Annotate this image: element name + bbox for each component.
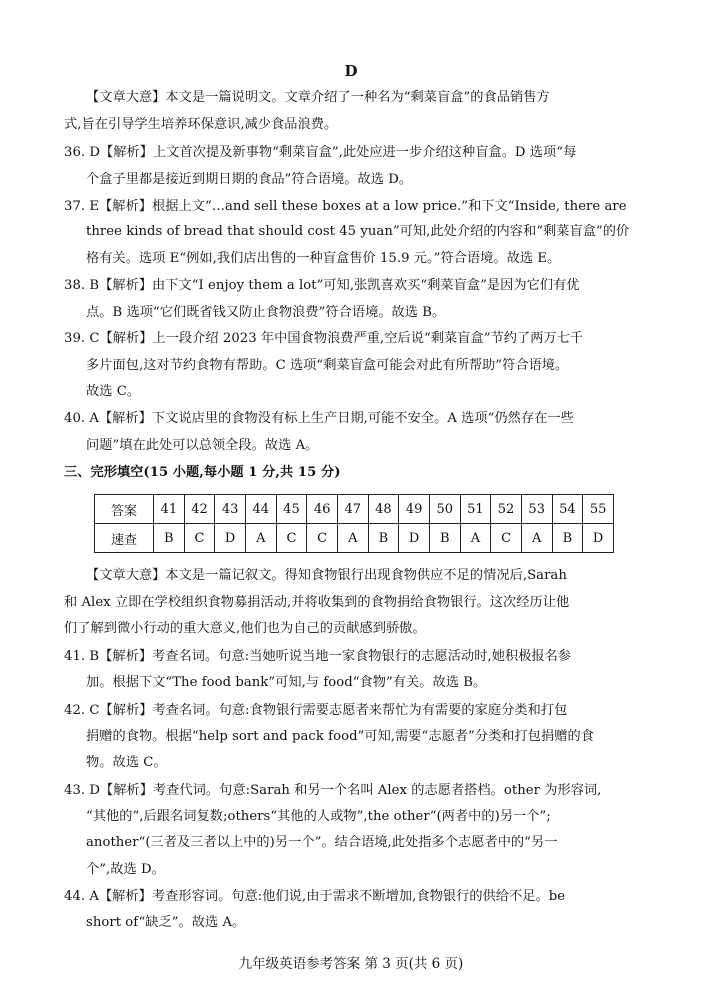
answer-letter: C bbox=[307, 524, 338, 553]
answer-letter: B bbox=[154, 524, 185, 553]
answer-explanation-37: three kinds of bread that should cost 45 yuan”可知,此处介绍的内容和“剩菜盲盒”的价 bbox=[86, 224, 630, 239]
question-number: 41 bbox=[154, 495, 185, 524]
passage-summary-line: 式,旨在引导学生培养环保意识,减少食品浪费。 bbox=[64, 117, 338, 132]
table-row-label: 速查 bbox=[95, 524, 154, 553]
answer-letter: D bbox=[399, 524, 430, 553]
answer-letter: B bbox=[368, 524, 399, 553]
answer-letter: A bbox=[337, 524, 368, 553]
answer-letter: D bbox=[583, 524, 614, 553]
passage-summary-line: 【文章大意】本文是一篇记叙文。得知食物银行出现食物供应不足的情况后,Sarah bbox=[86, 568, 567, 583]
answer-explanation-39: 故选 C。 bbox=[86, 384, 141, 399]
question-number: 49 bbox=[399, 495, 430, 524]
answer-explanation-36: 36. D【解析】上文首次提及新事物“剩菜盲盒”,此处应进一步介绍这种盲盒。D 选项“每 bbox=[64, 145, 577, 160]
answer-letter: C bbox=[276, 524, 307, 553]
question-number: 45 bbox=[276, 495, 307, 524]
passage-summary-line: 和 Alex 立即在学校组织食物募捐活动,并将收集到的食物捐给食物银行。这次经历让他 bbox=[64, 595, 570, 610]
answer-explanation-39: 多片面包,这对节约食物有帮助。C 选项“剩菜盲盒可能会对此有所帮助”符合语境。 bbox=[86, 358, 569, 373]
passage-summary-line: 【文章大意】本文是一篇说明文。文章介绍了一种名为“剩菜盲盒”的食品销售方 bbox=[86, 90, 550, 105]
answer-explanation-37: 格有关。选项 E“例如,我们店出售的一种盲盒售价 15.9 元。”符合语境。故选 E。 bbox=[86, 251, 561, 266]
question-number: 44 bbox=[245, 495, 276, 524]
answer-explanation-36: 个盒子里都是接近到期日期的食品”符合语境。故选 D。 bbox=[86, 172, 413, 187]
answer-explanation-38: 38. B【解析】由下文“I enjoy them a lot”可知,张凯喜欢买“剩菜盲盒”是因为它们有优 bbox=[64, 278, 580, 293]
page-footer: 九年级英语参考答案 第 3 页(共 6 页) bbox=[238, 956, 464, 972]
answer-explanation-42: 物。故选 C。 bbox=[86, 755, 167, 770]
question-number: 48 bbox=[368, 495, 399, 524]
section-title: 三、完形填空(15 小题,每小题 1 分,共 15 分) bbox=[64, 465, 341, 480]
answer-letter: A bbox=[521, 524, 552, 553]
answer-explanation-41: 加。根据下文“The food bank”可知,与 food“食物”有关。故选 B。 bbox=[86, 675, 487, 690]
passage-summary-line: 们了解到微小行动的重大意义,他们也为自己的贡献感到骄傲。 bbox=[64, 621, 426, 636]
question-number: 53 bbox=[521, 495, 552, 524]
answer-explanation-44: short of“缺乏”。故选 A。 bbox=[86, 915, 246, 930]
question-number: 51 bbox=[460, 495, 491, 524]
answer-explanation-41: 41. B【解析】考查名词。句意:当她听说当地一家食物银行的志愿活动时,她积极报名参 bbox=[64, 649, 572, 664]
answer-explanation-43: 个”,故选 D。 bbox=[86, 862, 165, 877]
table-row bbox=[95, 495, 614, 524]
question-number: 47 bbox=[337, 495, 368, 524]
answer-explanation-42: 捐赠的食物。根据“help sort and pack food”可知,需要“志愿者”分类和打包捐赠的食 bbox=[86, 729, 594, 744]
table-row bbox=[95, 524, 614, 553]
answer-explanation-42: 42. C【解析】考查名词。句意:食物银行需要志愿者来帮忙为有需要的家庭分类和打包 bbox=[64, 703, 568, 718]
answer-table bbox=[94, 494, 614, 553]
answer-explanation-37: 37. E【解析】根据上文“…and sell these boxes at a low price.”和下文“Inside, there are bbox=[64, 199, 627, 214]
answer-letter: B bbox=[429, 524, 460, 553]
answer-letter: A bbox=[460, 524, 491, 553]
answer-letter: C bbox=[184, 524, 215, 553]
passage-heading: D bbox=[344, 62, 358, 80]
question-number: 55 bbox=[583, 495, 614, 524]
answer-letter: A bbox=[245, 524, 276, 553]
answer-explanation-40: 问题”填在此处可以总领全段。故选 A。 bbox=[86, 438, 319, 453]
question-number: 54 bbox=[552, 495, 583, 524]
answer-explanation-44: 44. A【解析】考查形容词。句意:他们说,由于需求不断增加,食物银行的供给不足。be bbox=[64, 889, 566, 904]
question-number: 50 bbox=[429, 495, 460, 524]
question-number: 43 bbox=[215, 495, 246, 524]
question-number: 42 bbox=[184, 495, 215, 524]
question-number: 46 bbox=[307, 495, 338, 524]
table-row-label: 答案 bbox=[95, 495, 154, 524]
answer-explanation-43: 43. D【解析】考查代词。句意:Sarah 和另一个名叫 Alex 的志愿者搭档。other 为形容词, bbox=[64, 783, 602, 798]
answer-explanation-38: 点。B 选项“它们既省钱又防止食物浪费”符合语境。故选 B。 bbox=[86, 305, 446, 320]
answer-letter: D bbox=[215, 524, 246, 553]
question-number: 52 bbox=[491, 495, 522, 524]
answer-explanation-40: 40. A【解析】下文说店里的食物没有标上生产日期,可能不安全。A 选项“仍然存在一些 bbox=[64, 411, 574, 426]
answer-explanation-39: 39. C【解析】上一段介绍 2023 年中国食物浪费严重,空后说“剩菜盲盒”节约了两万七千 bbox=[64, 331, 584, 346]
answer-letter: B bbox=[552, 524, 583, 553]
answer-letter: C bbox=[491, 524, 522, 553]
answer-explanation-43: “其他的”,后跟名词复数;others“其他的人或物”,the other“(两者中的)另一个”; bbox=[86, 809, 551, 824]
answer-explanation-43: another“(三者及三者以上中的)另一个”。结合语境,此处指多个志愿者中的“另一 bbox=[86, 835, 558, 850]
